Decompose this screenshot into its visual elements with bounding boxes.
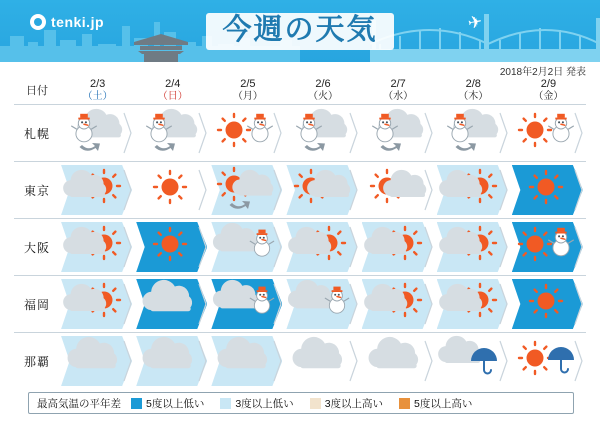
cell-divider — [424, 225, 434, 269]
sun-icon — [511, 162, 582, 212]
day-header-6 — [511, 76, 586, 105]
day-date-1: 2/4 — [165, 78, 181, 91]
day-header-4 — [361, 76, 436, 105]
cloud-snow-icon — [210, 276, 281, 326]
forecast-cell-3-3[interactable] — [285, 276, 360, 333]
forecast-cell-4-3[interactable] — [285, 333, 360, 390]
forecast-cell-4-5[interactable] — [436, 333, 511, 390]
sun-cloud-icon — [285, 162, 356, 212]
cloud-sun-icon — [436, 276, 507, 326]
table-row — [14, 219, 586, 276]
day-date-3: 2/6 — [315, 78, 331, 91]
cell-divider — [424, 339, 434, 383]
forecast-cell-4-6[interactable] — [511, 333, 586, 390]
day-weekday-4: （水） — [383, 90, 414, 102]
cell-divider — [273, 225, 283, 269]
day-weekday-3: （火） — [308, 90, 339, 102]
cell-divider — [198, 225, 208, 269]
page-title-box — [206, 13, 393, 50]
city-label-cell-4 — [14, 333, 60, 390]
day-weekday-0: （土） — [82, 90, 113, 102]
day-header-3 — [285, 76, 360, 105]
cell-divider — [424, 111, 434, 155]
legend-label-1: 3度以上低い — [235, 397, 294, 410]
cloud-icon — [60, 333, 131, 383]
cell-divider — [424, 282, 434, 326]
cell-divider — [198, 282, 208, 326]
snow-cloud-icon — [285, 105, 356, 155]
forecast-cell-3-1[interactable] — [135, 276, 210, 333]
cell-divider — [273, 282, 283, 326]
snow-cloud-icon — [361, 105, 432, 155]
forecast-cell-3-2[interactable] — [210, 276, 285, 333]
cell-divider — [574, 111, 584, 155]
forecast-table — [14, 76, 586, 389]
forecast-cell-2-3[interactable] — [285, 219, 360, 276]
header-date-label: 日付 — [26, 85, 49, 97]
cell-divider — [499, 168, 509, 212]
header-date-label-cell — [14, 76, 60, 105]
city-label-cell-3 — [14, 276, 60, 333]
cell-divider — [499, 339, 509, 383]
city-label-3: 福岡 — [24, 297, 51, 312]
cell-divider — [198, 339, 208, 383]
table-row — [14, 105, 586, 162]
header-banner — [0, 0, 600, 62]
day-header-0 — [60, 76, 135, 105]
city-label-4: 那覇 — [24, 354, 51, 369]
cell-divider — [349, 225, 359, 269]
forecast-cell-3-5[interactable] — [436, 276, 511, 333]
forecast-cell-2-0[interactable] — [60, 219, 135, 276]
cloud-snow-icon — [210, 219, 281, 269]
day-header-2 — [210, 76, 285, 105]
legend-swatch-1 — [220, 398, 231, 409]
cell-divider — [123, 282, 133, 326]
forecast-cell-3-0[interactable] — [60, 276, 135, 333]
forecast-cell-2-1[interactable] — [135, 219, 210, 276]
legend-item-0 — [131, 396, 204, 411]
forecast-cell-1-0[interactable] — [60, 162, 135, 219]
cloud-sun-icon — [60, 162, 131, 212]
forecast-cell-3-4[interactable] — [361, 276, 436, 333]
cell-divider — [574, 168, 584, 212]
forecast-table-wrapper — [14, 76, 586, 386]
sun-cloud-icon — [361, 162, 432, 212]
cell-divider — [123, 168, 133, 212]
snow-cloud-icon — [60, 105, 131, 155]
forecast-cell-0-0[interactable] — [60, 105, 135, 162]
table-row — [14, 276, 586, 333]
sun-snow-icon — [511, 219, 582, 269]
day-date-6: 2/9 — [540, 78, 557, 91]
day-weekday-6: （金） — [533, 90, 564, 102]
legend-item-2 — [310, 396, 383, 411]
city-label-1: 東京 — [24, 183, 51, 198]
city-label-cell-0 — [14, 105, 60, 162]
cell-divider — [499, 282, 509, 326]
sun-icon — [511, 276, 582, 326]
cell-divider — [198, 111, 208, 155]
cloud-sun-icon — [436, 162, 507, 212]
forecast-cell-1-5[interactable] — [436, 162, 511, 219]
cloud-sun-icon — [436, 219, 507, 269]
forecast-cell-4-0[interactable] — [60, 333, 135, 390]
city-label-2: 大阪 — [24, 240, 51, 255]
sun-cloud-snow-icon — [210, 162, 281, 212]
legend — [28, 392, 574, 414]
cloud-sun-icon — [361, 219, 432, 269]
table-row — [14, 162, 586, 219]
day-header-1 — [135, 76, 210, 105]
cell-divider — [499, 225, 509, 269]
cell-divider — [198, 168, 208, 212]
cell-divider — [424, 168, 434, 212]
cell-divider — [499, 111, 509, 155]
forecast-cell-4-1[interactable] — [135, 333, 210, 390]
cloud-icon — [135, 276, 206, 326]
umbrella-icon — [436, 333, 507, 383]
cell-divider — [273, 168, 283, 212]
forecast-cell-0-3[interactable] — [285, 105, 360, 162]
cell-divider — [273, 111, 283, 155]
cloud-sun-icon — [361, 276, 432, 326]
legend-label-2: 3度以上高い — [324, 397, 384, 410]
legend-item-1 — [220, 396, 293, 411]
table-header-row — [14, 76, 586, 105]
cloud-sun-icon — [60, 219, 131, 269]
day-date-2: 2/5 — [240, 78, 256, 91]
cell-divider — [349, 111, 359, 155]
cell-divider — [349, 168, 359, 212]
release-date: 2018年2月2日 発表 — [499, 67, 586, 78]
forecast-cell-0-1[interactable] — [135, 105, 210, 162]
sun-icon — [135, 162, 206, 212]
forecast-cell-1-3[interactable] — [285, 162, 360, 219]
cell-divider — [574, 282, 584, 326]
forecast-cell-0-4[interactable] — [361, 105, 436, 162]
legend-label-0: 5度以上低い — [146, 397, 205, 410]
forecast-cell-0-2[interactable] — [210, 105, 285, 162]
forecast-cell-3-6[interactable] — [511, 276, 586, 333]
snow-cloud-icon — [436, 105, 507, 155]
city-label-0: 札幌 — [24, 126, 51, 141]
forecast-cell-4-4[interactable] — [361, 333, 436, 390]
cloud-icon — [285, 333, 356, 383]
forecast-cell-1-4[interactable] — [361, 162, 436, 219]
day-date-0: 2/3 — [89, 78, 106, 91]
sun-snow-icon — [511, 105, 582, 155]
cell-divider — [349, 339, 359, 383]
day-weekday-2: （月） — [232, 90, 263, 102]
legend-item-3 — [399, 396, 472, 411]
day-date-4: 2/7 — [390, 78, 406, 91]
legend-swatch-3 — [399, 398, 410, 409]
forecast-cell-2-2[interactable] — [210, 219, 285, 276]
cloud-icon — [361, 333, 432, 383]
forecast-cell-0-6[interactable] — [511, 105, 586, 162]
forecast-cell-4-2[interactable] — [210, 333, 285, 390]
airplane-icon: ✈ — [466, 11, 484, 34]
cell-divider — [123, 339, 133, 383]
cloud-icon — [210, 333, 281, 383]
sun-umbrella-icon — [511, 333, 582, 383]
page-title-container — [0, 0, 600, 62]
cloud-icon — [135, 333, 206, 383]
day-header-5 — [436, 76, 511, 105]
cloud-sun-icon — [285, 219, 356, 269]
cell-divider — [349, 282, 359, 326]
forecast-cell-2-5[interactable] — [436, 219, 511, 276]
legend-swatch-2 — [310, 398, 321, 409]
cell-divider — [574, 339, 584, 383]
snow-cloud-icon — [135, 105, 206, 155]
forecast-cell-2-6[interactable] — [511, 219, 586, 276]
forecast-cell-2-4[interactable] — [361, 219, 436, 276]
day-date-5: 2/8 — [465, 78, 481, 91]
sun-snow-icon — [210, 105, 281, 155]
forecast-cell-0-5[interactable] — [436, 105, 511, 162]
page-title: 今週の天気 — [222, 13, 378, 46]
city-label-cell-1 — [14, 162, 60, 219]
cell-divider — [273, 339, 283, 383]
logo-text: tenki.jp — [51, 14, 105, 30]
cloud-snow-icon — [285, 276, 356, 326]
cell-divider — [123, 111, 133, 155]
legend-swatch-0 — [131, 398, 142, 409]
forecast-cell-1-2[interactable] — [210, 162, 285, 219]
legend-label-3: 5度以上高い — [414, 397, 473, 410]
day-weekday-1: （日） — [157, 90, 188, 102]
sun-icon — [135, 219, 206, 269]
forecast-cell-1-1[interactable] — [135, 162, 210, 219]
legend-title: 最高気温の平年差 — [37, 397, 121, 410]
day-weekday-5: （木） — [458, 90, 489, 102]
city-label-cell-2 — [14, 219, 60, 276]
forecast-cell-1-6[interactable] — [511, 162, 586, 219]
table-row — [14, 333, 586, 390]
cell-divider — [123, 225, 133, 269]
cell-divider — [574, 225, 584, 269]
cloud-sun-icon — [60, 276, 131, 326]
